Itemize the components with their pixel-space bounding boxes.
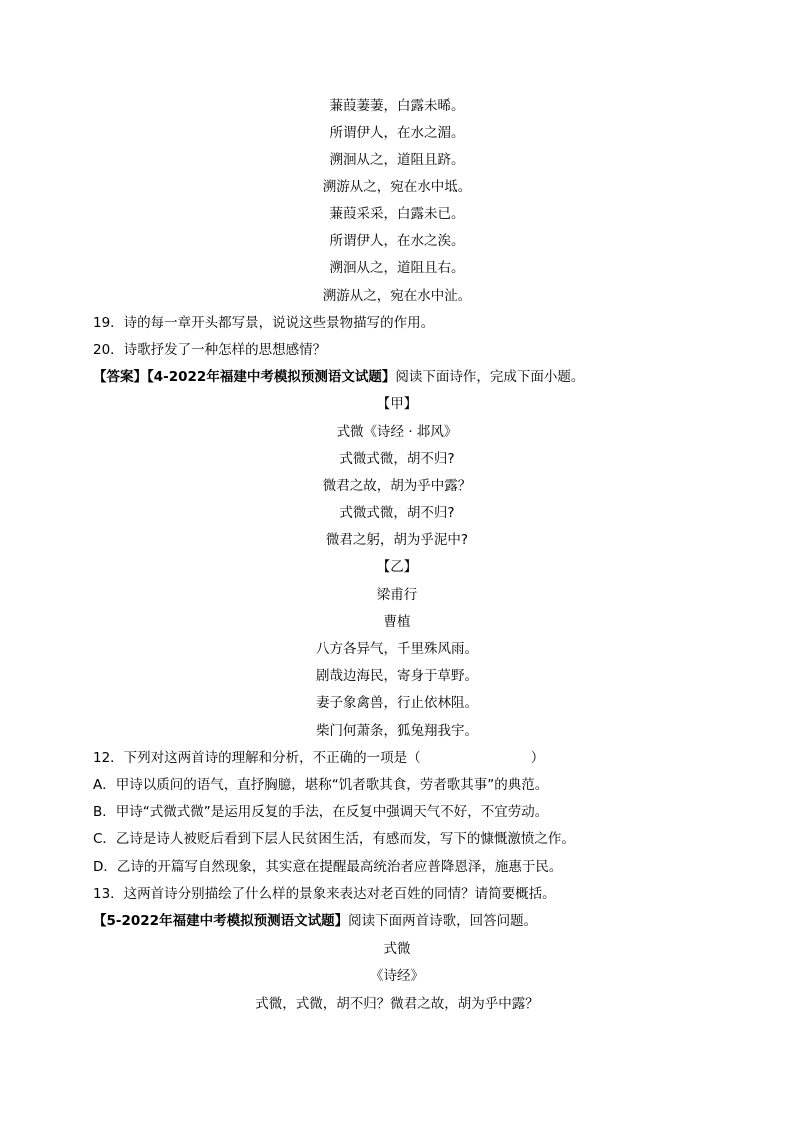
question-12-close: ） [530,750,545,766]
poem-line: 式微式微，胡不归? [339,505,455,521]
poem-title: 梁甫行 [376,587,418,603]
option-c: C．乙诗是诗人被贬后看到下层人民贫困生活，有感而发，写下的慷慨激愤之作。 [93,831,575,847]
poem-line: 溯洄从之，道阻且跻。 [329,152,465,168]
question-20: 20．诗歌抒发了一种怎样的思想感情？ [93,342,327,358]
question-12-text: 12．下列对这两首诗的理解和分析，不正确的一项是（ [93,750,421,766]
poem-author: 曹植 [383,614,411,630]
instruction-text: 阅读下面两首诗歌，回答问题。 [348,913,538,929]
poem-line: 蒹葭萋萋，白露未晞。 [329,98,465,114]
answer-label: 【答案】 [93,369,147,385]
option-a: A．甲诗以质问的语气，直抒胸臆，堪称“饥者歌其食，劳者歌其事”的典范。 [93,777,549,793]
poem-line: 溯洄从之，道阻且右。 [329,260,465,276]
poem-line: 蒹葭采采，白露未已。 [329,206,465,222]
poem-line: 式微，式微，胡不归？微君之故，胡为乎中露？ [255,996,539,1012]
question-19: 19．诗的每一章开头都写景，说说这些景物描写的作用。 [93,315,435,331]
question-13: 13．这两首诗分别描绘了什么样的景象来表达对老百姓的同情？请简要概括。 [93,886,556,902]
source-label: 【4-2022年福建中考模拟预测语文试题】 [147,369,396,385]
poem-line: 八方各异气，千里殊风雨。 [316,641,478,657]
section-label-yi: 【乙】 [376,559,418,575]
poem-line: 微君之故，胡为乎中露？ [322,478,472,494]
source-line-5 [93,911,537,931]
question-12 [93,748,544,768]
option-d: D．乙诗的开篇写自然现象，其实意在提醒最高统治者应普降恩泽，施惠于民。 [93,859,563,875]
poem-title: 式微《诗经 · 邶风》 [336,424,458,440]
poem-line: 柴门何萧条，狐兔翔我宇。 [316,723,478,739]
poem-line: 剧哉边海民，寄身于草野。 [316,668,478,684]
poem-line: 所谓伊人，在水之涘。 [329,233,465,249]
poem-title: 式微 [383,941,411,957]
instruction-text: 阅读下面诗作，完成下面小题。 [395,369,585,385]
poem-line: 微君之躬，胡为乎泥中? [325,532,469,548]
option-b: B．甲诗“式微式微”是运用反复的手法，在反复中强调天气不好，不宜劳动。 [93,804,549,820]
poem-line: 妻子象禽兽，行止依林阻。 [316,695,478,711]
poem-line: 所谓伊人，在水之湄。 [329,125,465,141]
section-label-jia: 【甲】 [376,396,418,412]
answer-source-line [93,367,584,387]
poem-line: 式微式微，胡不归? [339,451,455,467]
poem-line: 溯游从之，宛在水中坻。 [322,179,472,195]
poem-line: 溯游从之，宛在水中沚。 [322,288,472,304]
poem-source: 《诗经》 [370,968,424,984]
source-label: 【5-2022年福建中考模拟预测语文试题】 [93,913,349,929]
